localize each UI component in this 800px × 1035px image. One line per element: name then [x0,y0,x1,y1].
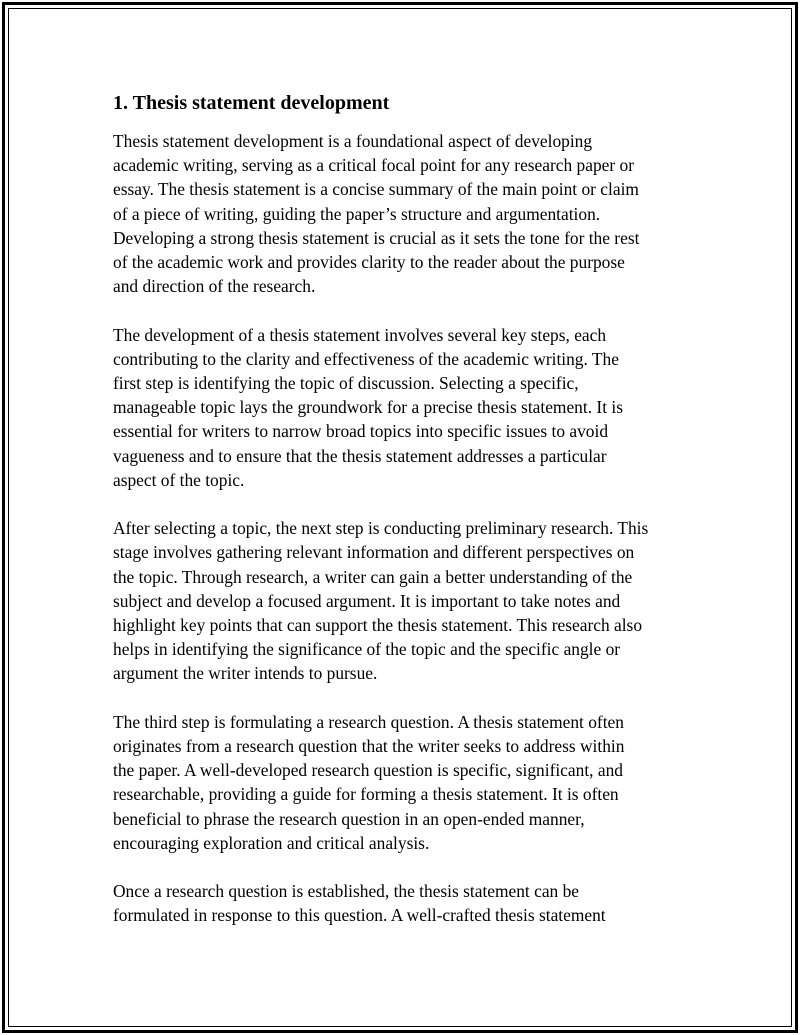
text-line: beneficial to phrase the research question in an open-ended manner, [113,808,585,829]
document-body [113,90,693,952]
text-line: manageable topic lays the groundwork for a precise thesis statement. It is [113,397,623,418]
paragraphs-container [113,129,693,928]
text-line: essay. The thesis statement is a concise summary of the main point or claim [113,179,639,200]
text-line: of the academic work and provides clarity to the reader about the purpose [113,252,625,273]
text-line: first step is identifying the topic of discussion. Selecting a specific, [113,373,579,394]
text-line: the topic. Through research, a writer can gain a better understanding of the [113,566,633,587]
text-line: Developing a strong thesis statement is crucial as it sets the tone for the rest [113,227,640,248]
text-line: The third step is formulating a research question. A thesis statement often [113,711,624,732]
text-line: vagueness and to ensure that the thesis statement addresses a particular [113,445,607,466]
paragraph [113,516,693,685]
text-line: researchable, providing a guide for forming a thesis statement. It is often [113,784,619,805]
text-line: After selecting a topic, the next step is conducting preliminary research. This [113,518,649,539]
text-line: academic writing, serving as a critical focal point for any research paper or [113,155,634,176]
text-line: Thesis statement development is a foundational aspect of developing [113,131,593,151]
paragraph [113,710,693,855]
text-line: helps in identifying the significance of the topic and the specific angle or [113,639,621,660]
text-line: formulated in response to this question. A well-crafted thesis statement [113,905,606,926]
text-line: highlight key points that can support the thesis statement. This research also [113,615,643,636]
text-line: argument the writer intends to pursue. [113,663,378,684]
text-line: aspect of the topic. [113,469,245,490]
section-heading: 1. Thesis statement development [113,92,390,114]
paragraph [113,323,693,492]
text-line: essential for writers to narrow broad topics into specific issues to avoid [113,421,609,442]
text-line: Once a research question is established, the thesis statement can be [113,881,580,902]
text-line: originates from a research question that the writer seeks to address within [113,736,625,757]
text-line: encouraging exploration and critical analysis. [113,832,430,853]
text-line: and direction of the research. [113,276,316,297]
text-line: subject and develop a focused argument. It is important to take notes and [113,590,621,611]
text-line: the paper. A well-developed research question is specific, significant, and [113,760,623,781]
text-line: of a piece of writing, guiding the paper’s structure and argumentation. [113,203,601,224]
text-line: The development of a thesis statement involves several key steps, each [113,324,607,345]
paragraph [113,129,693,298]
text-line: contributing to the clarity and effectiveness of the academic writing. The [113,348,619,369]
text-line: stage involves gathering relevant information and different perspectives on [113,542,635,563]
paragraph [113,879,693,927]
